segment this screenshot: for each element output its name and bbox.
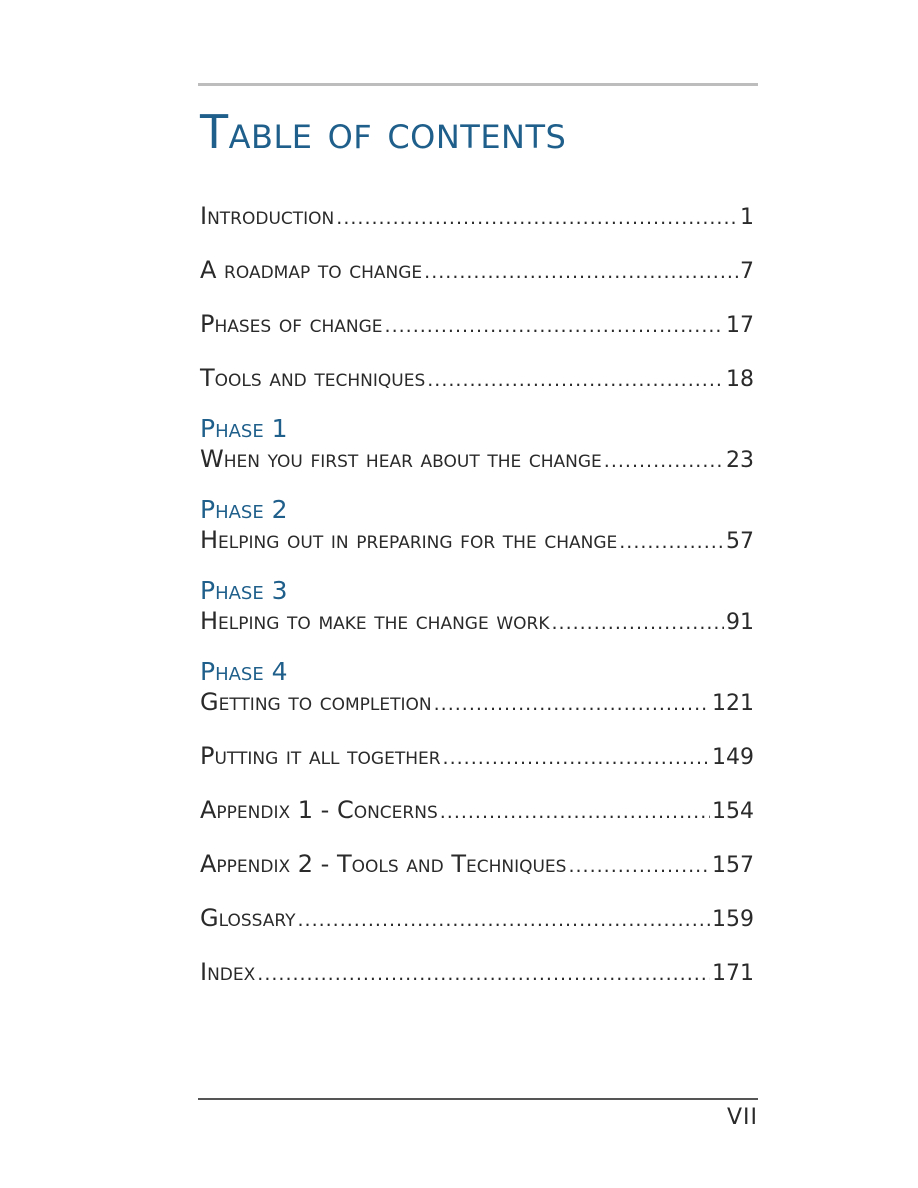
- dot-leader: [427, 362, 724, 398]
- toc-entry-phases-of-change[interactable]: [200, 306, 754, 344]
- toc-entry-glossary[interactable]: [200, 900, 754, 938]
- phase-label: Phase 3: [200, 576, 288, 605]
- toc-entry-page: 149: [712, 745, 754, 770]
- toc-entry-title: A roadmap to change: [200, 256, 423, 284]
- bottom-rule: [198, 1098, 758, 1100]
- toc-entry-page: 154: [712, 799, 754, 824]
- toc-entry-title: Phases of change: [200, 310, 383, 338]
- toc-entry-title: Appendix 1 - Concerns: [200, 796, 438, 824]
- dot-leader: [568, 848, 710, 884]
- toc-entry-title: Index: [200, 958, 256, 986]
- toc-entry-phase-3[interactable]: [200, 576, 754, 641]
- toc-entry-phase-4[interactable]: [200, 657, 754, 722]
- toc-entry-roadmap[interactable]: [200, 252, 754, 290]
- toc-entry-title: Glossary: [200, 904, 296, 932]
- table-of-contents: [200, 198, 754, 1008]
- dot-leader: [257, 956, 710, 992]
- dot-leader: [619, 524, 724, 560]
- phase-label: Phase 1: [200, 414, 288, 443]
- dot-leader: [385, 308, 724, 344]
- toc-entry-page: 17: [726, 313, 754, 338]
- toc-entry-page: 23: [726, 448, 754, 473]
- toc-entry-index[interactable]: [200, 954, 754, 992]
- toc-entry-tools-and-techniques[interactable]: [200, 360, 754, 398]
- toc-entry-title: When you first hear about the change: [200, 445, 602, 473]
- dot-leader: [551, 605, 724, 641]
- toc-entry-page: 171: [712, 961, 754, 986]
- toc-entry-page: 1: [740, 205, 754, 230]
- dot-leader: [443, 740, 710, 776]
- page-number: VII: [726, 1105, 758, 1130]
- top-rule: [198, 83, 758, 86]
- toc-entry-phase-2[interactable]: [200, 495, 754, 560]
- phase-label: Phase 4: [200, 657, 288, 686]
- toc-entry-page: 121: [712, 691, 754, 716]
- toc-entry-putting-it-all-together[interactable]: [200, 738, 754, 776]
- dot-leader: [424, 254, 738, 290]
- toc-entry-appendix-2[interactable]: [200, 846, 754, 884]
- dot-leader: [297, 902, 710, 938]
- toc-entry-appendix-1[interactable]: [200, 792, 754, 830]
- toc-entry-phase-1[interactable]: [200, 414, 754, 479]
- dot-leader: [440, 794, 710, 830]
- toc-entry-page: 91: [726, 610, 754, 635]
- toc-entry-title: Getting to completion: [200, 688, 432, 716]
- toc-entry-title: Tools and techniques: [200, 364, 426, 392]
- dot-leader: [336, 200, 738, 236]
- toc-entry-title: Helping out in preparing for the change: [200, 526, 618, 554]
- toc-entry-title: Putting it all together: [200, 742, 441, 770]
- toc-entry-page: 159: [712, 907, 754, 932]
- dot-leader: [434, 686, 710, 722]
- toc-entry-introduction[interactable]: [200, 198, 754, 236]
- toc-entry-page: 7: [740, 259, 754, 284]
- toc-entry-title: Appendix 2 - Tools and Techniques: [200, 850, 567, 878]
- toc-entry-page: 157: [712, 853, 754, 878]
- toc-entry-title: Helping to make the change work: [200, 607, 550, 635]
- toc-entry-title: Introduction: [200, 202, 335, 230]
- dot-leader: [604, 443, 724, 479]
- phase-label: Phase 2: [200, 495, 288, 524]
- toc-entry-page: 57: [726, 529, 754, 554]
- page-title: Table of contents: [200, 105, 567, 159]
- toc-entry-page: 18: [726, 367, 754, 392]
